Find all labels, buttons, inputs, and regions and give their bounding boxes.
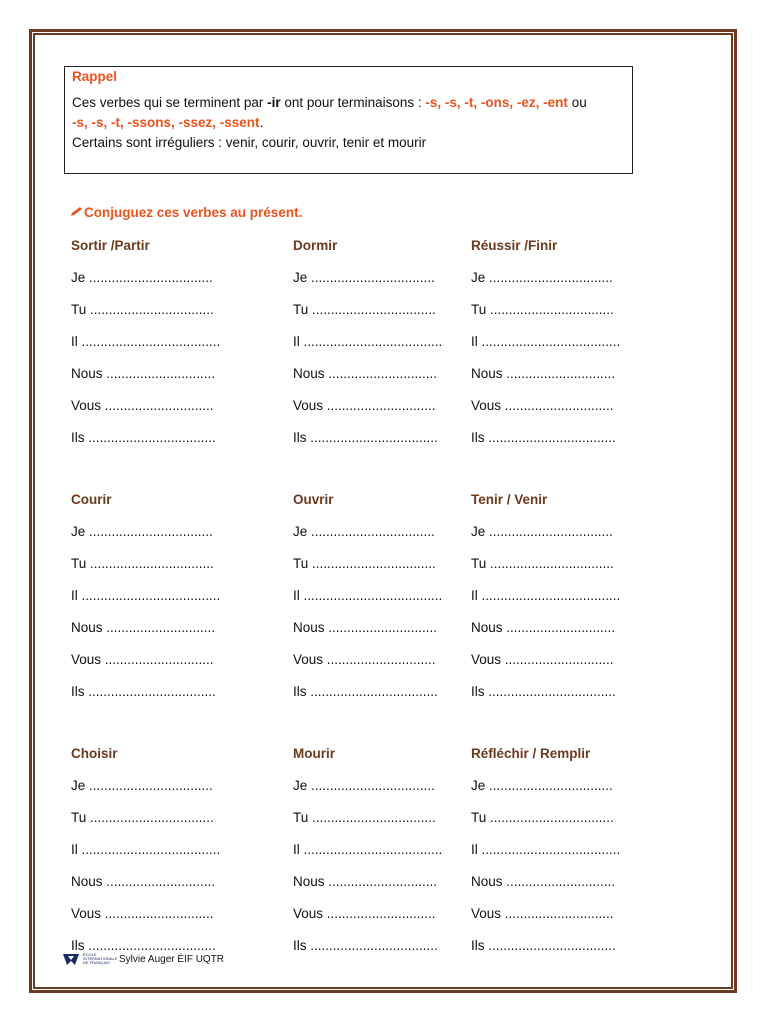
conjugation-line[interactable]: Tu ................................. <box>71 556 214 571</box>
conjugation-line[interactable]: Vous ............................. <box>293 398 436 413</box>
rappel-line-2 <box>72 113 625 133</box>
conjugation-line[interactable]: Je ................................. <box>471 778 613 793</box>
conjugation-line[interactable]: Il ..................................... <box>293 588 443 603</box>
conjugation-line[interactable]: Ils .................................. <box>71 938 216 953</box>
verb-block <box>71 489 221 699</box>
verb-title: Réfléchir / Remplir <box>471 746 591 761</box>
conjugation-line[interactable]: Tu ................................. <box>293 810 436 825</box>
rappel-title: Rappel <box>72 69 118 84</box>
conjugation-line[interactable]: Je ................................. <box>71 270 213 285</box>
verb-block <box>471 743 621 953</box>
conjugation-line[interactable]: Je ................................. <box>293 778 435 793</box>
conjugation-line[interactable]: Ils .................................. <box>293 938 438 953</box>
conjugation-line[interactable]: Je ................................. <box>471 524 613 539</box>
verb-title: Mourir <box>293 746 335 761</box>
conjugation-line[interactable]: Nous ............................. <box>71 366 216 381</box>
conjugation-line[interactable]: Il ..................................... <box>293 842 443 857</box>
conjugation-line[interactable]: Tu ................................. <box>71 302 214 317</box>
rappel-line-1 <box>72 93 625 113</box>
rappel-text: ou <box>567 95 587 110</box>
conjugation-line[interactable]: Je ................................. <box>293 270 435 285</box>
verb-block <box>293 743 443 953</box>
conjugation-line[interactable]: Vous ............................. <box>293 652 436 667</box>
verb-title: Choisir <box>71 746 118 761</box>
rappel-text: Ces verbes qui se terminent par <box>72 95 268 110</box>
conjugation-line[interactable]: Vous ............................. <box>71 906 214 921</box>
rappel-text: ont pour terminaisons : <box>280 95 426 110</box>
verb-title: Réussir /Finir <box>471 238 558 253</box>
verb-title: Courir <box>71 492 112 507</box>
conjugation-line[interactable]: Ils .................................. <box>293 430 438 445</box>
conjugation-line[interactable]: Je ................................. <box>471 270 613 285</box>
conjugation-line[interactable]: Je ................................. <box>71 524 213 539</box>
conjugation-line[interactable]: Tu ................................. <box>293 556 436 571</box>
verb-title: Tenir / Venir <box>471 492 548 507</box>
school-name: ÉCOLE INTERNATIONALE DE FRANÇAIS <box>83 952 118 965</box>
conjugation-line[interactable]: Je ................................. <box>293 524 435 539</box>
pencil-icon <box>70 205 84 220</box>
conjugation-line[interactable]: Il ..................................... <box>471 334 621 349</box>
rappel-line-3: Certains sont irréguliers : venir, courir, ouvrir, tenir et mourir <box>72 135 427 150</box>
rappel-box <box>64 66 633 174</box>
conjugation-line[interactable]: Nous ............................. <box>71 874 216 889</box>
conjugation-line[interactable]: Il ..................................... <box>293 334 443 349</box>
verb-title: Dormir <box>293 238 338 253</box>
conjugation-line[interactable]: Tu ................................. <box>471 302 614 317</box>
conjugation-line[interactable]: Vous ............................. <box>71 652 214 667</box>
rappel-text: . <box>259 115 264 130</box>
verb-block <box>71 743 221 953</box>
verb-block <box>293 489 443 699</box>
conjugation-line[interactable]: Tu ................................. <box>71 810 214 825</box>
conjugation-line[interactable]: Ils .................................. <box>471 938 616 953</box>
conjugation-line[interactable]: Tu ................................. <box>293 302 436 317</box>
conjugation-line[interactable]: Il ..................................... <box>471 842 621 857</box>
verb-title: Sortir /Partir <box>71 238 150 253</box>
conjugation-line[interactable]: Nous ............................. <box>471 620 616 635</box>
conjugation-line[interactable]: Je ................................. <box>71 778 213 793</box>
conjugation-line[interactable]: Vous ............................. <box>471 398 614 413</box>
footer-author: Sylvie Auger ÉIF UQTR <box>119 953 225 965</box>
conjugation-line[interactable]: Ils .................................. <box>471 430 616 445</box>
conjugation-line[interactable]: Ils .................................. <box>71 430 216 445</box>
conjugation-line[interactable]: Il ..................................... <box>71 588 221 603</box>
conjugation-line[interactable]: Ils .................................. <box>471 684 616 699</box>
conjugation-line[interactable]: Il ..................................... <box>471 588 621 603</box>
instruction-text: Conjuguez ces verbes au présent. <box>84 205 303 220</box>
conjugation-line[interactable]: Vous ............................. <box>293 906 436 921</box>
verb-block <box>293 235 443 445</box>
conjugation-line[interactable]: Nous ............................. <box>71 620 216 635</box>
conjugation-line[interactable]: Nous ............................. <box>471 366 616 381</box>
verb-title: Ouvrir <box>293 492 334 507</box>
conjugation-line[interactable]: Il ..................................... <box>71 334 221 349</box>
conjugation-line[interactable]: Vous ............................. <box>471 652 614 667</box>
verb-block <box>471 235 621 445</box>
footer <box>62 952 224 966</box>
conjugation-line[interactable]: Nous ............................. <box>293 874 438 889</box>
conjugation-line[interactable]: Ils .................................. <box>71 684 216 699</box>
iss-endings: -s, -s, -t, -ssons, -ssez, -ssent <box>72 115 260 130</box>
conjugation-line[interactable]: Nous ............................. <box>471 874 616 889</box>
conjugation-line[interactable]: Vous ............................. <box>71 398 214 413</box>
verb-block <box>471 489 621 699</box>
instruction <box>70 205 302 220</box>
ir-suffix: -ir <box>267 95 281 110</box>
conjugation-line[interactable]: Nous ............................. <box>293 366 438 381</box>
school-logo-icon <box>62 952 80 966</box>
conjugation-line[interactable]: Ils .................................. <box>293 684 438 699</box>
conjugation-line[interactable]: Tu ................................. <box>471 556 614 571</box>
conjugation-line[interactable]: Il ..................................... <box>71 842 221 857</box>
conjugation-line[interactable]: Tu ................................. <box>471 810 614 825</box>
regular-endings: -s, -s, -t, -ons, -ez, -ent <box>425 95 568 110</box>
verb-block <box>71 235 221 445</box>
conjugation-line[interactable]: Nous ............................. <box>293 620 438 635</box>
conjugation-line[interactable]: Vous ............................. <box>471 906 614 921</box>
